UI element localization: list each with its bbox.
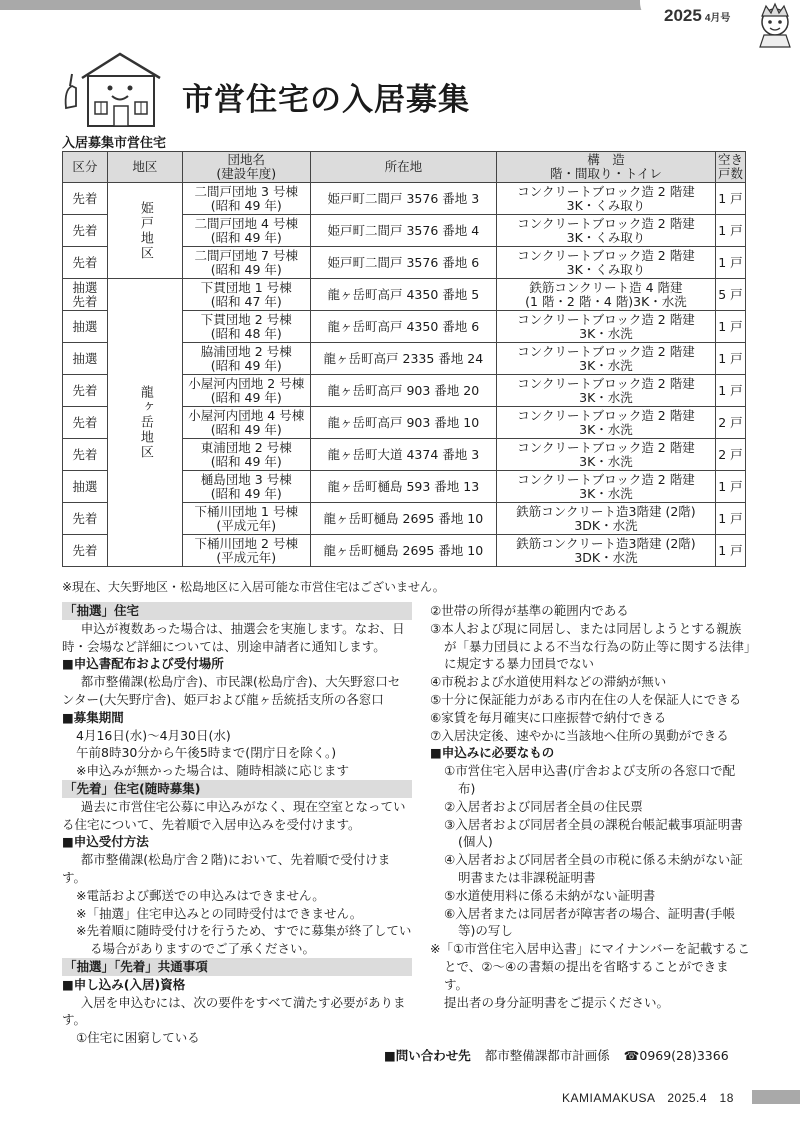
cell-akikosu: 5 戸 — [715, 279, 745, 311]
cell-akikosu: 1 戸 — [715, 535, 745, 567]
lottery-section-title: 「抽選」住宅 — [62, 602, 412, 620]
cell-akikosu: 1 戸 — [715, 247, 745, 279]
cell-akikosu: 1 戸 — [715, 183, 745, 215]
requirement-item: ④市税および水道使用料などの滞納が無い — [430, 674, 667, 690]
requirement-item: ③本人および現に同居し、または同居しようとする親族が「暴力団員による不当な行為の防止等に関する法律」に規定する暴力団員でない — [430, 620, 751, 672]
period-title: ■募集期間 — [62, 709, 124, 725]
cell-kubun: 先着 — [63, 407, 108, 439]
table-header-row — [63, 152, 746, 183]
cell-akikosu: 2 戸 — [715, 407, 745, 439]
document-item: ④入居者および同居者全員の市税に係る未納がない証明書または非課税証明書 — [444, 852, 743, 885]
cell-kubun: 抽選 — [63, 343, 108, 375]
cell-kozo: コンクリートブロック造 2 階建 3K・水洗 — [497, 407, 716, 439]
requirement-item: ⑥家賃を毎月確実に口座振替で納付できる — [430, 709, 667, 725]
header-akikosu: 空き 戸数 — [715, 152, 745, 183]
housing-table — [62, 151, 746, 567]
cell-kozo: 鉄筋コンクリート造3階建 (2階) 3DK・水洗 — [497, 503, 716, 535]
header-kubun: 区分 — [63, 152, 108, 183]
issue-label — [664, 6, 730, 26]
cell-akikosu: 1 戸 — [715, 343, 745, 375]
cell-akikosu: 1 戸 — [715, 503, 745, 535]
period-hours: 午前8時30分から午後5時まで(閉庁日を除く。) — [76, 745, 337, 761]
cell-kubun: 先着 — [63, 183, 108, 215]
cell-akikosu: 1 戸 — [715, 215, 745, 247]
cell-danchi: 下桶川団地 1 号棟 (平成元年) — [182, 503, 310, 535]
cell-danchi: 小屋河内団地 4 号棟 (昭和 49 年) — [182, 407, 310, 439]
cell-shozaichi: 龍ヶ岳町高戸 4350 番地 6 — [310, 311, 496, 343]
house-mascot-icon — [60, 48, 170, 130]
qualification-title: ■申し込み(入居)資格 — [62, 976, 186, 992]
period-dates: 4月16日(水)～4月30日(水) — [76, 727, 231, 743]
left-column — [62, 602, 412, 1047]
method-note-3: ※先着順に随時受付けを行うため、すでに募集が終了している場合がありますのでご了承ください。 — [76, 923, 412, 957]
table-row — [63, 183, 746, 215]
cell-akikosu: 1 戸 — [715, 471, 745, 503]
cell-danchi: 下貫団地 1 号棟 (昭和 47 年) — [182, 279, 310, 311]
cell-kozo: コンクリートブロック造 2 階建 3K・水洗 — [497, 375, 716, 407]
document-item: ⑥入居者または同居者が障害者の場合、証明書(手帳等)の写し — [444, 905, 736, 939]
requirement-item: ⑦入居決定後、速やかに当該地へ住所の異動ができる — [430, 727, 729, 743]
mynumber-note: ※「①市営住宅入居申込書」にマイナンバーを記載することで、②～④の書類の提出を省略することができます。 — [430, 941, 750, 992]
period-note: ※申込みが無かった場合は、随時相談に応じます — [76, 763, 349, 779]
cell-kozo: コンクリートブロック造 2 階建 3K・くみ取り — [497, 247, 716, 279]
cell-shozaichi: 龍ヶ岳町樋島 2695 番地 10 — [310, 503, 496, 535]
cell-danchi: 二間戸団地 3 号棟 (昭和 49 年) — [182, 183, 310, 215]
first-come-text: 過去に市営住宅公募に申込みがなく、現在空室となっている住宅について、先着順で入居申込みを受付けます。 — [62, 798, 406, 832]
document-item: ⑤水道使用料に係る未納がない証明書 — [444, 887, 656, 903]
cell-kozo: コンクリートブロック造 2 階建 3K・水洗 — [497, 311, 716, 343]
contact-dept: 都市整備課都市計画係 — [484, 1048, 610, 1063]
cell-kubun: 先着 — [63, 503, 108, 535]
document-item: ③入居者および同居者全員の課税台帳記載事項証明書(個人) — [444, 816, 743, 850]
document-item: ②入居者および同居者全員の住民票 — [444, 798, 643, 814]
method-text: 都市整備課(松島庁舎２階)において、先着順で受付けます。 — [62, 852, 391, 885]
cell-danchi: 東浦団地 2 号棟 (昭和 49 年) — [182, 439, 310, 471]
cell-kozo: 鉄筋コンクリート造3階建 (2階) 3DK・水洗 — [497, 535, 716, 567]
cell-kubun: 抽選 — [63, 311, 108, 343]
common-section-title: 「抽選」「先着」共通事項 — [62, 958, 412, 976]
distribution-title: ■申込書配布および受付場所 — [62, 656, 224, 672]
cell-region — [107, 183, 182, 279]
cell-kubun: 先着 — [63, 247, 108, 279]
cell-kubun: 先着 — [63, 375, 108, 407]
region-label: 龍ヶ岳地区 — [137, 385, 153, 460]
cell-region — [107, 279, 182, 567]
cell-shozaichi: 姫戸町二間戸 3576 番地 6 — [310, 247, 496, 279]
cell-danchi: 下貫団地 2 号棟 (昭和 48 年) — [182, 311, 310, 343]
cell-akikosu: 1 戸 — [715, 311, 745, 343]
document-item: ①市営住宅入居申込書(庁舎および支所の各窓口で配布) — [444, 763, 736, 796]
cell-kozo: 鉄筋コンクリート造 4 階建 (1 階・2 階・4 階)3K・水洗 — [497, 279, 716, 311]
method-note-2: ※「抽選」住宅申込みとの同時受付はできません。 — [76, 905, 363, 921]
cell-shozaichi: 龍ヶ岳町大道 4374 番地 3 — [310, 439, 496, 471]
contact-tel: ☎0969(28)3366 — [623, 1048, 729, 1063]
cell-danchi: 樋島団地 3 号棟 (昭和 49 年) — [182, 471, 310, 503]
contact-label: ■問い合わせ先 — [384, 1048, 471, 1063]
cell-shozaichi: 龍ヶ岳町高戸 903 番地 10 — [310, 407, 496, 439]
cell-kozo: コンクリートブロック造 2 階建 3K・くみ取り — [497, 183, 716, 215]
first-come-section-title: 「先着」住宅(随時募集) — [62, 780, 412, 798]
region-label: 姫戸地区 — [137, 200, 153, 261]
cell-kubun: 抽選 — [63, 471, 108, 503]
footer-text: KAMIAMAKUSA 2025.4 18 — [562, 1091, 734, 1105]
cell-kubun: 先着 — [63, 215, 108, 247]
issue-year: 2025 — [664, 6, 702, 25]
cell-kubun: 抽選 先着 — [63, 279, 108, 311]
cell-shozaichi: 龍ヶ岳町高戸 4350 番地 5 — [310, 279, 496, 311]
cell-shozaichi: 姫戸町二間戸 3576 番地 3 — [310, 183, 496, 215]
cell-shozaichi: 龍ヶ岳町高戸 2335 番地 24 — [310, 343, 496, 375]
method-note-1: ※電話および郵送での申込みはできません。 — [76, 887, 325, 903]
qualification-item-1: ①住宅に困窮している — [76, 1030, 200, 1046]
cell-danchi: 小屋河内団地 2 号棟 (昭和 49 年) — [182, 375, 310, 407]
cell-shozaichi: 龍ヶ岳町樋島 593 番地 13 — [310, 471, 496, 503]
requirement-item: ⑤十分に保証能力がある市内在住の人を保証人にできる — [430, 691, 742, 707]
header-kozo: 構 造 階・間取り・トイレ — [497, 152, 716, 183]
cell-shozaichi: 龍ヶ岳町樋島 2695 番地 10 — [310, 535, 496, 567]
qualification-text: 入居を申込むには、次の要件をすべて満たす必要があります。 — [62, 994, 406, 1028]
distribution-text: 都市整備課(松島庁舎)、市民課(松島庁舎)、大矢野窓口センター(大矢野庁舎)、姫戸および龍ヶ岳統括支所の各窓口 — [62, 674, 401, 707]
cell-kubun: 先着 — [63, 439, 108, 471]
cell-danchi: 下桶川団地 2 号棟 (平成元年) — [182, 535, 310, 567]
cell-kozo: コンクリートブロック造 2 階建 3K・水洗 — [497, 439, 716, 471]
table-footnote: ※現在、大矢野地区・松島地区に入居可能な市営住宅はございません。 — [62, 580, 445, 594]
requirement-item: ②世帯の所得が基準の範囲内である — [430, 603, 629, 618]
table-caption: 入居募集市営住宅 — [62, 136, 167, 151]
cell-kubun: 先着 — [63, 535, 108, 567]
header-chiku: 地区 — [107, 152, 182, 183]
cell-kozo: コンクリートブロック造 2 階建 3K・くみ取り — [497, 215, 716, 247]
cell-danchi: 二間戸団地 4 号棟 (昭和 49 年) — [182, 215, 310, 247]
issue-month: 4月号 — [704, 13, 731, 24]
page-title: 市営住宅の入居募集 — [182, 82, 470, 118]
mascot-icon — [752, 2, 798, 48]
lottery-text: 申込が複数あった場合は、抽選会を実施します。なお、日時・会場など詳細については、別途申請者に通知します。 — [62, 620, 405, 654]
id-note: 提出者の身分証明書をご提示ください。 — [444, 994, 670, 1010]
cell-kozo: コンクリートブロック造 2 階建 3K・水洗 — [497, 471, 716, 503]
cell-akikosu: 1 戸 — [715, 375, 745, 407]
header-shozaichi: 所在地 — [310, 152, 496, 183]
documents-title: ■申込みに必要なもの — [430, 745, 555, 761]
method-title: ■申込受付方法 — [62, 834, 149, 850]
cell-shozaichi: 姫戸町二間戸 3576 番地 4 — [310, 215, 496, 247]
table-row — [63, 279, 746, 311]
cell-danchi: 脇浦団地 2 号棟 (昭和 49 年) — [182, 343, 310, 375]
cell-kozo: コンクリートブロック造 2 階建 3K・水洗 — [497, 343, 716, 375]
cell-shozaichi: 龍ヶ岳町高戸 903 番地 20 — [310, 375, 496, 407]
cell-danchi: 二間戸団地 7 号棟 (昭和 49 年) — [182, 247, 310, 279]
right-column — [430, 602, 752, 1011]
header-danchi: 団地名 (建設年度) — [182, 152, 310, 183]
cell-akikosu: 2 戸 — [715, 439, 745, 471]
footer-bar — [752, 1090, 800, 1104]
contact-info — [384, 1046, 729, 1064]
